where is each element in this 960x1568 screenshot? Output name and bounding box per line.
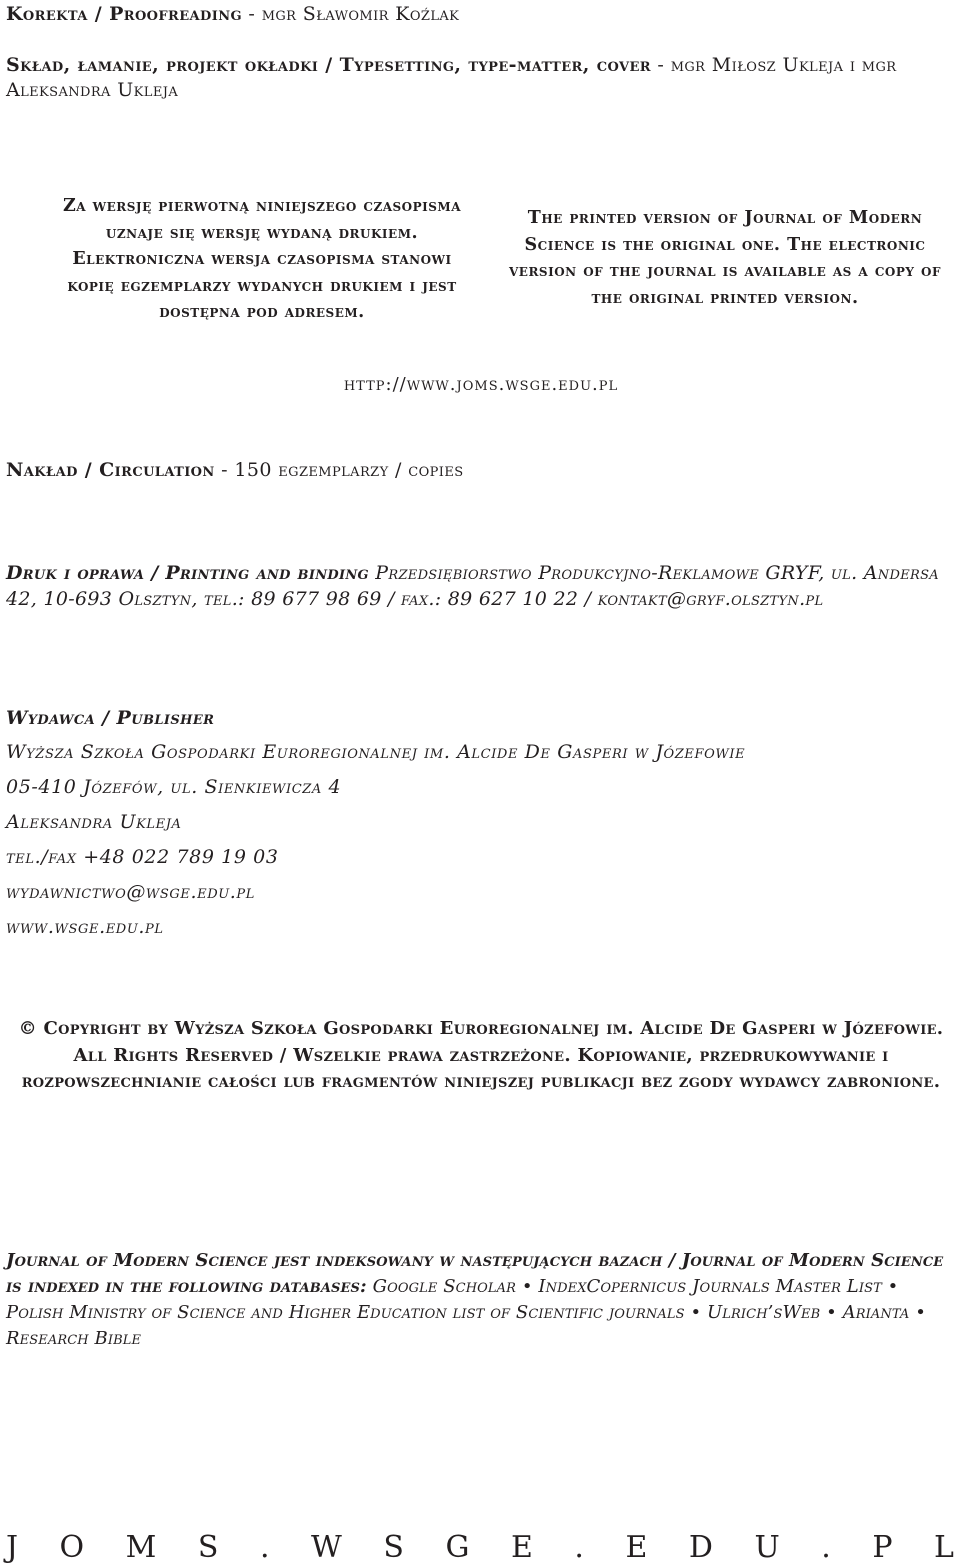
database-research-bible: Research Bible — [6, 1328, 142, 1349]
bullet-separator: • — [915, 1302, 926, 1323]
publisher-contact-person: Aleksandra Ukleja — [6, 811, 182, 833]
footer-letter: P — [872, 1530, 893, 1565]
database-arianta: Arianta — [842, 1302, 910, 1323]
footer-letter: D — [688, 1530, 713, 1565]
footer-letter: J — [6, 1530, 19, 1565]
proofreading-label: Korekta / Proofreading — [6, 3, 242, 25]
database-google-scholar: Google Scholar — [372, 1276, 517, 1297]
circulation-label: Nakład / Circulation — [6, 459, 215, 481]
indexing-block — [6, 1248, 951, 1352]
typesetting-label: Skład, łamanie, projekt okładki / Typesetting, type-matter, cover — [6, 54, 651, 76]
proofreading-line — [6, 2, 956, 27]
publisher-phone: tel./fax +48 022 789 19 03 — [6, 846, 279, 868]
proofreading-name: mgr Sławomir Koźlak — [261, 3, 460, 25]
footer-site-name — [6, 1530, 954, 1565]
copyright-notice: © Copyright by Wyższa Szkoła Gospodarki Euroregionalnej im. Alcide De Gasperi w Józefowie. All Rights Reserved / Wszelkie prawa zastrzeżone. Kopiowanie, przedrukowywanie i rozpowszechnianie całości lub fragmentów niniejszej publikacji bez zgody wydawcy zabronione. — [18, 1018, 944, 1092]
footer-letter: O — [59, 1530, 85, 1565]
proofreading-sep: - — [241, 3, 262, 25]
footer-dot: . — [259, 1530, 270, 1565]
footer-letter: U — [754, 1530, 780, 1565]
notice-english: The printed version of Journal of Modern Science is the original one. The electronic version of the journal is available as a copy of the original printed version. — [509, 208, 941, 308]
printing-label: Druk i oprawa / Printing and binding — [6, 562, 369, 584]
notice-polish: Za wersję pierwotną niniejszego czasopisma uznaje się wersję wydaną drukiem. Elektroniczna wersja czasopisma stanowi kopię egzemplarzy wydanych drukiem i jest dostępna pod adresem. — [62, 196, 462, 322]
publisher-website[interactable]: www.wsge.edu.pl — [6, 916, 164, 938]
journal-url[interactable]: http://www.joms.wsge.edu.pl — [343, 374, 619, 395]
printing-block — [6, 560, 956, 612]
footer-letter: M — [125, 1530, 157, 1565]
indexing-label: Journal of Modern Science jest indeksowany w następujących bazach / Journal of Modern Science is indexed in the following databases: — [6, 1250, 944, 1297]
footer-letter: G — [445, 1530, 470, 1565]
footer-letter: W — [311, 1530, 342, 1565]
footer-letter: E — [625, 1530, 648, 1565]
bullet-separator: • — [826, 1302, 837, 1323]
publisher-address: 05-410 Józefów, ul. Sienkiewicza 4 — [6, 776, 342, 798]
bullet-separator: • — [887, 1276, 899, 1297]
printing-text: Przedsiębiorstwo Produkcyjno-Reklamowe GRYF, ul. Andersa 42, 10-693 Olsztyn, tel.: 89 677 98 69 / fax.: 89 627 10 22 / kontakt@gryf.olsztyn.pl — [6, 562, 939, 610]
bullet-separator: • — [521, 1276, 533, 1297]
circulation-line — [6, 458, 956, 483]
footer-letter: E — [510, 1530, 533, 1565]
publisher-email[interactable]: wydawnictwo@wsge.edu.pl — [6, 881, 256, 903]
bullet-separator: • — [690, 1302, 702, 1323]
footer-letter: L — [934, 1530, 954, 1565]
typesetting-names: mgr Miłosz Ukleja i mgr Aleksandra Ukleja — [6, 54, 897, 101]
circulation-text: - 150 egzemplarzy / copies — [214, 459, 464, 481]
publisher-name: Wyższa Szkoła Gospodarki Euroregionalnej im. Alcide De Gasperi w Józefowie — [6, 741, 746, 763]
database-polish-ministry: Polish Ministry of Science and Higher Education list of Scientific journals — [6, 1302, 685, 1323]
footer-letter: S — [197, 1530, 219, 1565]
database-indexcopernicus: IndexCopernicus Journals Master List — [538, 1276, 882, 1297]
publisher-label: Wydawca / Publisher — [6, 707, 215, 729]
footer-dot: . — [821, 1530, 831, 1565]
footer-dot: . — [574, 1530, 584, 1565]
footer-letter: S — [383, 1530, 404, 1565]
database-ulrichsweb: Ulrich’sWeb — [707, 1302, 821, 1323]
typesetting-sep: - — [650, 54, 671, 76]
typesetting-block — [6, 53, 956, 103]
